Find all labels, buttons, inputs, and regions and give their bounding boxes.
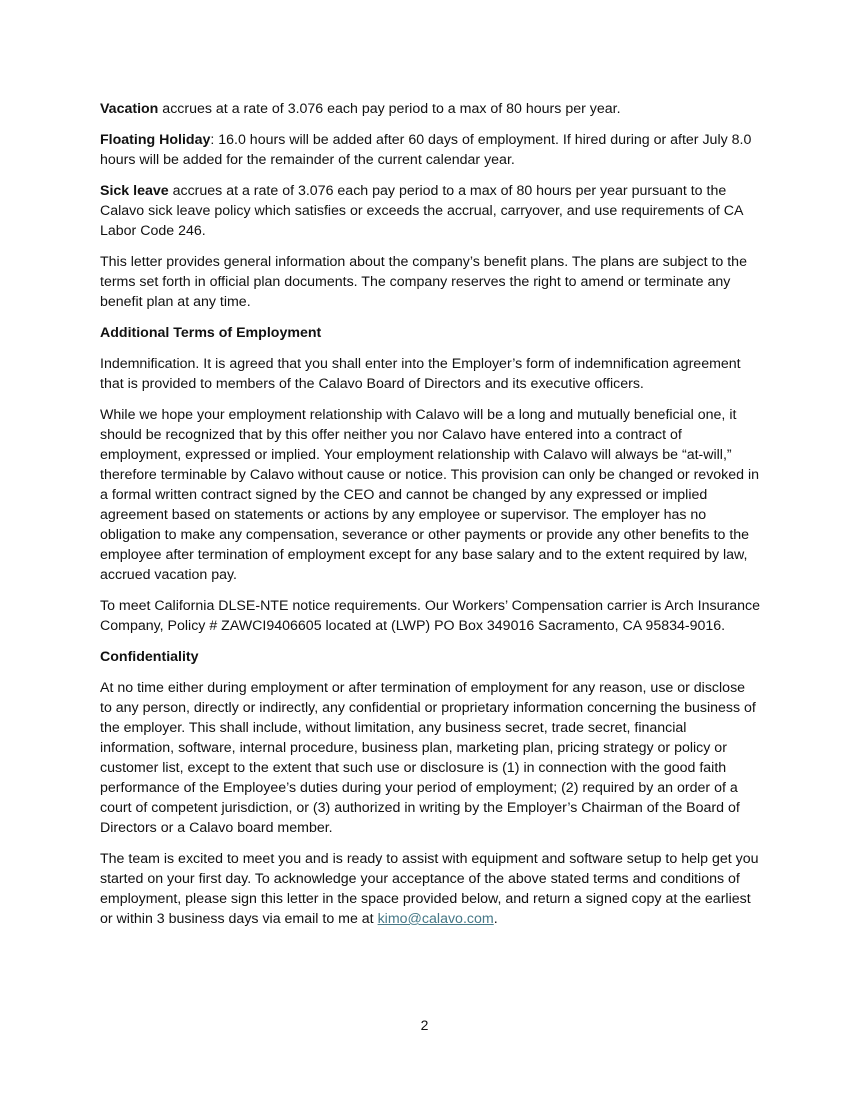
email-link[interactable]: kimo@calavo.com: [377, 911, 494, 927]
vacation-label: Vacation: [100, 101, 159, 117]
closing-end: .: [493, 911, 498, 927]
sick-leave-paragraph: [100, 181, 760, 241]
vacation-paragraph: [100, 99, 760, 119]
floating-holiday-label: Floating Holiday: [100, 132, 211, 148]
sick-leave-text: accrues at a rate of 3.076 each pay period to a max of 80 hours per year pursuant to the Calavo sick leave policy which satisfies or exceeds the accrual, carryover, and use requirements of CA Labor Code 246.: [100, 183, 743, 239]
closing-paragraph: [100, 849, 760, 929]
at-will-paragraph: While we hope your employment relationship with Calavo will be a long and mutually beneficial one, it should be recognized that by this offer neither you nor Calavo have entered into a contract of employment, expressed or implied. Your employment relationship with Calavo will always be “at-will,” therefore terminable by Calavo without cause or notice. This provision can only be changed or revoked in a formal written contract signed by the CEO and cannot be changed by any expressed or implied agreement based on statements or actions by any employee or supervisor. The employer has no obligation to make any compensation, severance or other payments or provide any other benefits to the employee after termination of employment except for any base salary and to the extent required by law, accrued vacation pay.: [100, 407, 760, 583]
floating-holiday-text: : 16.0 hours will be added after 60 days of employment. If hired during or after July 8.0 hours will be added for the remainder of the current calendar year.: [100, 132, 752, 168]
indemnification-paragraph: Indemnification. It is agreed that you shall enter into the Employer’s form of indemnification agreement that is provided to members of the Calavo Board of Directors and its executive officers.: [100, 356, 741, 392]
confidentiality-heading: Confidentiality: [100, 649, 199, 665]
confidentiality-paragraph: At no time either during employment or after termination of employment for any reason, use or disclose to any person, directly or indirectly, any confidential or proprietary information concerning the business of the employer. This shall include, without limitation, any business secret, trade secret, financial information, software, internal procedure, business plan, marketing plan, pricing strategy or policy or customer list, except to the extent that such use or disclosure is (1) in connection with the good faith performance of the Employee’s duties during your period of employment; (2) required by an order of a court of competent jurisdiction, or (3) authorized in writing by the Employer’s Chairman of the Board of Directors or a Calavo board member.: [100, 680, 756, 836]
closing-text: The team is excited to meet you and is ready to assist with equipment and software setup to help get you started on your first day. To acknowledge your acceptance of the above stated terms and conditions of employment, please sign this letter in the space provided below, and return a signed copy at the earliest or within 3 business days via email to me at: [100, 851, 759, 927]
letter-body: [100, 99, 760, 940]
workers-comp-paragraph: To meet California DLSE-NTE notice requirements. Our Workers’ Compensation carrier is Arch Insurance Company, Policy # ZAWCI9406605 located at (LWP) PO Box 349016 Sacramento, CA 95834-9016.: [100, 598, 760, 634]
vacation-text: accrues at a rate of 3.076 each pay period to a max of 80 hours per year.: [158, 101, 621, 117]
additional-terms-heading: Additional Terms of Employment: [100, 325, 322, 341]
benefit-plans-note: This letter provides general information about the company’s benefit plans. The plans are subject to the terms set forth in official plan documents. The company reserves the right to amend or terminate any benefit plan at any time.: [100, 254, 747, 310]
sick-leave-label: Sick leave: [100, 183, 169, 199]
floating-holiday-paragraph: [100, 130, 760, 170]
page-number: 2: [420, 1017, 429, 1033]
